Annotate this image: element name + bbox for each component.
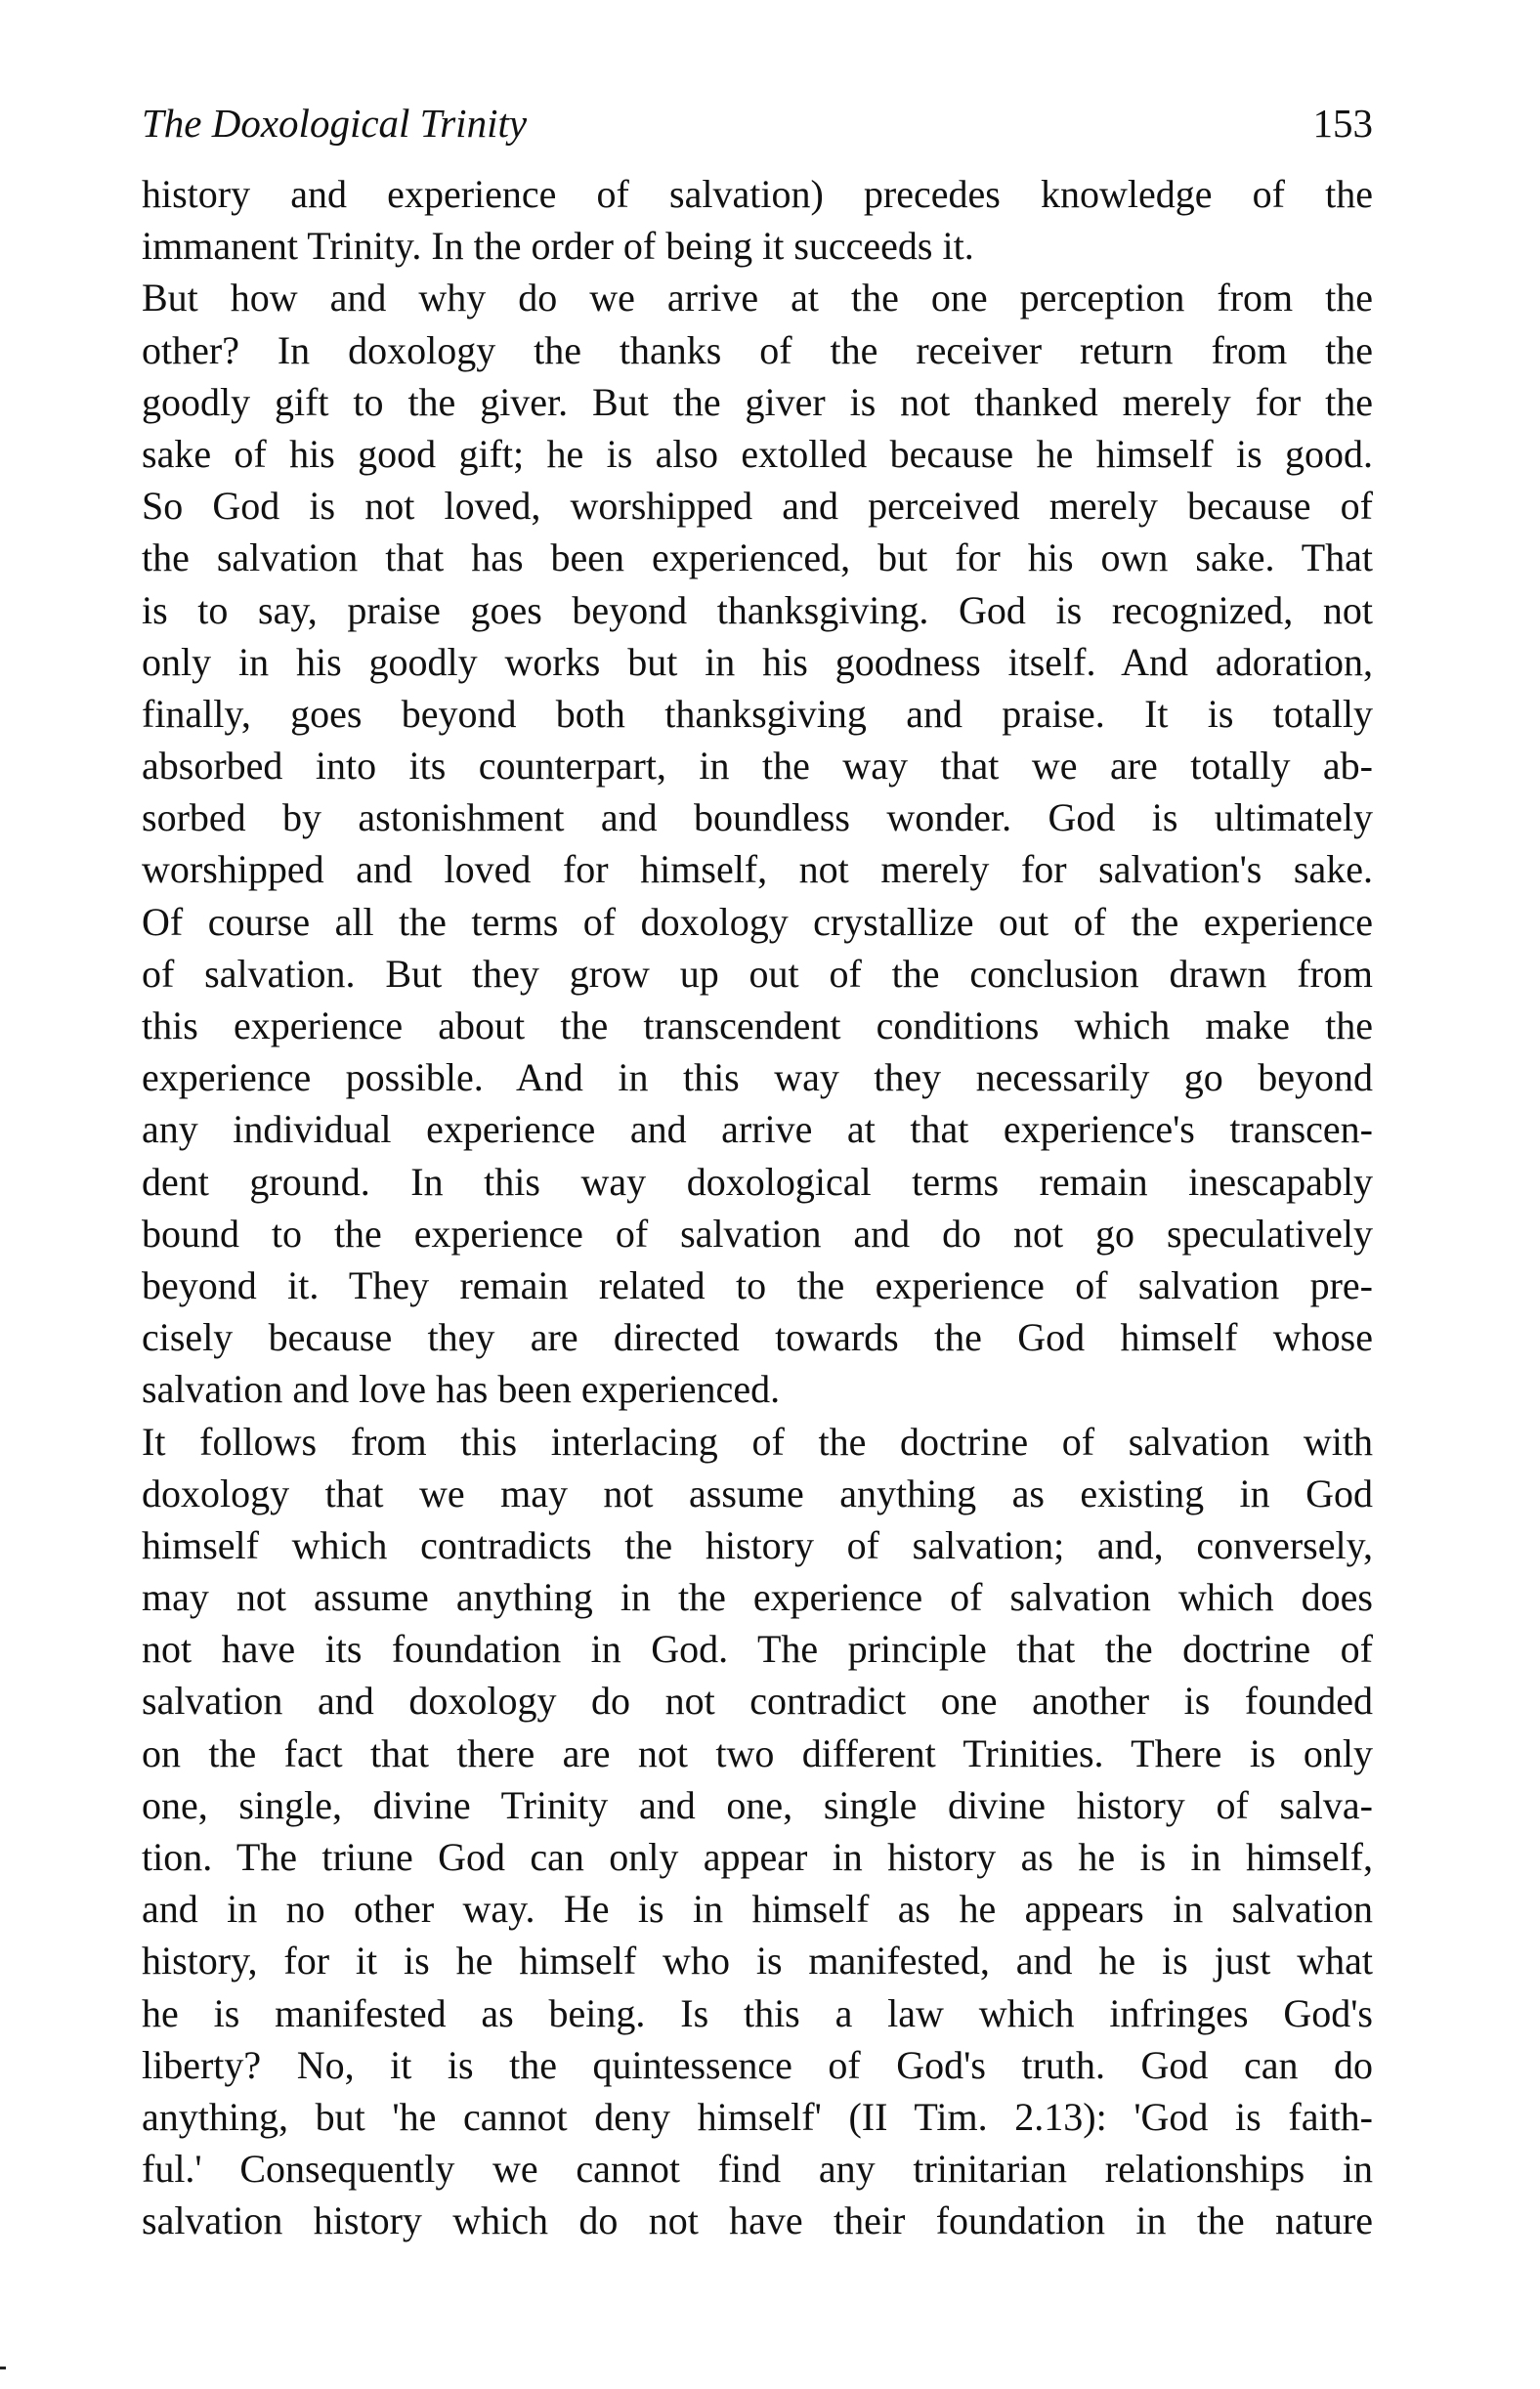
text-line: Of course all the terms of doxology crystallize out of the experience <box>142 899 1373 944</box>
text-line: absorbed into its counterpart, in the way that we are totally ab- <box>142 744 1373 789</box>
text-line: the salvation that has been experienced, but for his own sake. That <box>142 535 1373 580</box>
text-line: may not assume anything in the experience of salvation which does <box>142 1575 1373 1620</box>
text-line: himself which contradicts the history of salvation; and, conversely, <box>142 1522 1373 1567</box>
text-line: cisely because they are directed towards the God himself whose <box>142 1315 1373 1360</box>
text-line: salvation history which do not have their foundation in the nature <box>142 2198 1373 2243</box>
text-line: other? In doxology the thanks of the receiver return from the <box>142 327 1373 372</box>
text-line: and in no other way. He is in himself as he appears in salvation <box>142 1887 1373 1932</box>
text-line: history, for it is he himself who is manifested, and he is just what <box>142 1939 1373 1984</box>
text-line: worshipped and loved for himself, not merely for salvation's sake. <box>142 847 1373 892</box>
text-line: any individual experience and arrive at that experience's transcen- <box>142 1107 1373 1152</box>
text-line: immanent Trinity. In the order of being it succeeds it. <box>142 224 974 269</box>
text-line: he is manifested as being. Is this a law which infringes God's <box>142 1990 1373 2035</box>
text-line: history and experience of salvation) precedes knowledge of the <box>142 172 1373 216</box>
text-line: sorbed by astonishment and boundless wonder. God is ultimately <box>142 795 1373 840</box>
text-line: not have its foundation in God. The principle that the doctrine of <box>142 1627 1373 1672</box>
text-line: It follows from this interlacing of the doctrine of salvation with <box>142 1419 1373 1464</box>
text-line: bound to the experience of salvation and do not go speculatively <box>142 1211 1373 1256</box>
text-line: ful.' Consequently we cannot find any trinitarian relationships in <box>142 2147 1373 2192</box>
text-line: salvation and doxology do not contradict one another is founded <box>142 1679 1373 1724</box>
running-title: The Doxological Trinity <box>142 101 528 146</box>
text-line: on the fact that there are not two different Trinities. There is only <box>142 1730 1373 1775</box>
text-line: experience possible. And in this way they necessarily go beyond <box>142 1055 1373 1100</box>
running-head <box>142 94 1373 152</box>
text-line: sake of his good gift; he is also extolled because he himself is good. <box>142 431 1373 476</box>
text-line: only in his goodly works but in his goodness itself. And adoration, <box>142 639 1373 684</box>
body-text <box>142 168 1373 2247</box>
text-line: doxology that we may not assume anything as existing in God <box>142 1471 1373 1515</box>
text-line: one, single, divine Trinity and one, single divine history of salva- <box>142 1782 1373 1827</box>
text-line: tion. The triune God can only appear in history as he is in himself, <box>142 1835 1373 1879</box>
text-line: of salvation. But they grow up out of the conclusion drawn from <box>142 951 1373 996</box>
text-line: anything, but 'he cannot deny himself' (II Tim. 2.13): 'God is faith- <box>142 2094 1373 2139</box>
scan-mark <box>0 2367 6 2369</box>
text-line: this experience about the transcendent conditions which make the <box>142 1003 1373 1047</box>
text-line: salvation and love has been experienced. <box>142 1367 781 1412</box>
text-line: is to say, praise goes beyond thanksgiving. God is recognized, not <box>142 587 1373 632</box>
text-line: dent ground. In this way doxological terms remain inescapably <box>142 1159 1373 1204</box>
text-line: goodly gift to the giver. But the giver is not thanked merely for the <box>142 379 1373 424</box>
text-line: So God is not loved, worshipped and perceived merely because of <box>142 484 1373 529</box>
text-line: beyond it. They remain related to the experience of salvation pre- <box>142 1262 1373 1307</box>
text-line: But how and why do we arrive at the one perception from the <box>142 276 1373 320</box>
page-number: 153 <box>1312 101 1373 146</box>
text-line: liberty? No, it is the quintessence of God's truth. God can do <box>142 2042 1373 2087</box>
text-line: finally, goes beyond both thanksgiving and praise. It is totally <box>142 691 1373 736</box>
